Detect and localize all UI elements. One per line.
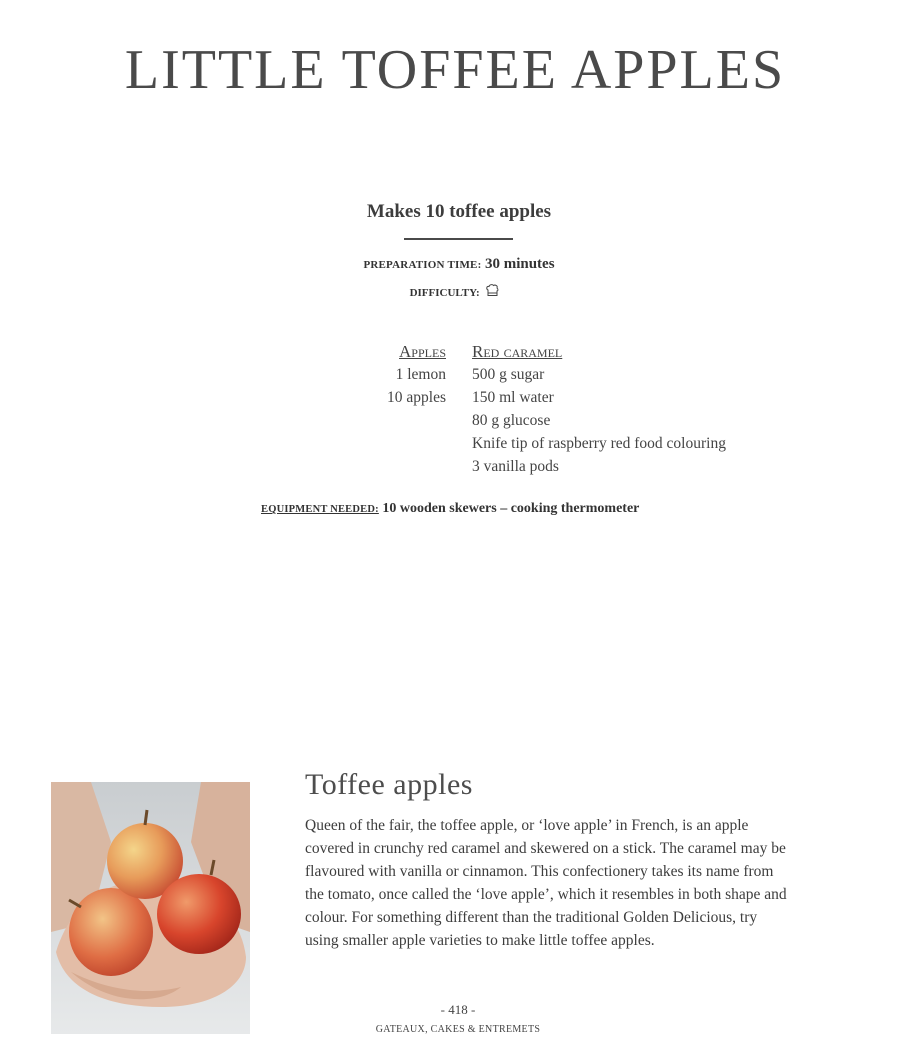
equipment-label: EQUIPMENT NEEDED: (261, 504, 379, 515)
running-footer: GATEAUX, CAKES & ENTREMETS (375, 1024, 541, 1035)
divider (404, 238, 513, 240)
difficulty (0, 283, 910, 301)
ingredient-item: 10 apples (387, 389, 446, 406)
page-number: - 418 - (440, 1002, 476, 1017)
preparation-time-value: 30 minutes (484, 256, 555, 272)
ingredient-item: 3 vanilla pods (472, 458, 559, 475)
ingredient-item: 500 g sugar (472, 366, 545, 383)
recipe-title: LITTLE TOFFEE APPLES (124, 39, 786, 101)
yield-line: Makes 10 toffee apples (366, 201, 552, 222)
paragraph-line: using smaller apple varieties to make little toffee apples. (305, 932, 655, 949)
equipment-value: 10 wooden skewers – cooking thermometer (382, 501, 640, 516)
ingredients-red-caramel (472, 340, 726, 478)
section-title: Toffee apples (305, 768, 473, 801)
preparation-time (0, 256, 910, 273)
paragraph-line: flavoured with vanilla or cinnamon. This confectionery takes its name from (305, 863, 774, 880)
apples-photo (51, 782, 250, 1034)
paragraph-line: Queen of the fair, the toffee apple, or ‘love apple’ in French, is an apple (305, 817, 749, 834)
ingredient-item: 1 lemon (395, 366, 446, 383)
apples-heading: Apples (399, 342, 446, 361)
section-paragraph (305, 814, 825, 952)
paragraph-line: covered in crunchy red caramel and skewered on a stick. The caramel may be (305, 840, 786, 857)
equipment-needed (261, 501, 639, 517)
ingredient-item: 150 ml water (472, 389, 554, 406)
red-caramel-heading: Red caramel (472, 342, 563, 361)
ingredient-item: 80 g glucose (472, 412, 551, 429)
preparation-time-label: PREPARATION TIME: (363, 259, 482, 271)
paragraph-line: colour. For something different than the traditional Golden Delicious, try (305, 909, 758, 926)
difficulty-label: DIFFICULTY: (409, 287, 480, 299)
chef-hat-icon (485, 283, 500, 301)
ingredients-apples (387, 340, 446, 409)
paragraph-line: the tomato, once called the ‘love apple’, which it resembles in both shape and (305, 886, 787, 903)
ingredient-item: Knife tip of raspberry red food colouring (472, 435, 726, 452)
